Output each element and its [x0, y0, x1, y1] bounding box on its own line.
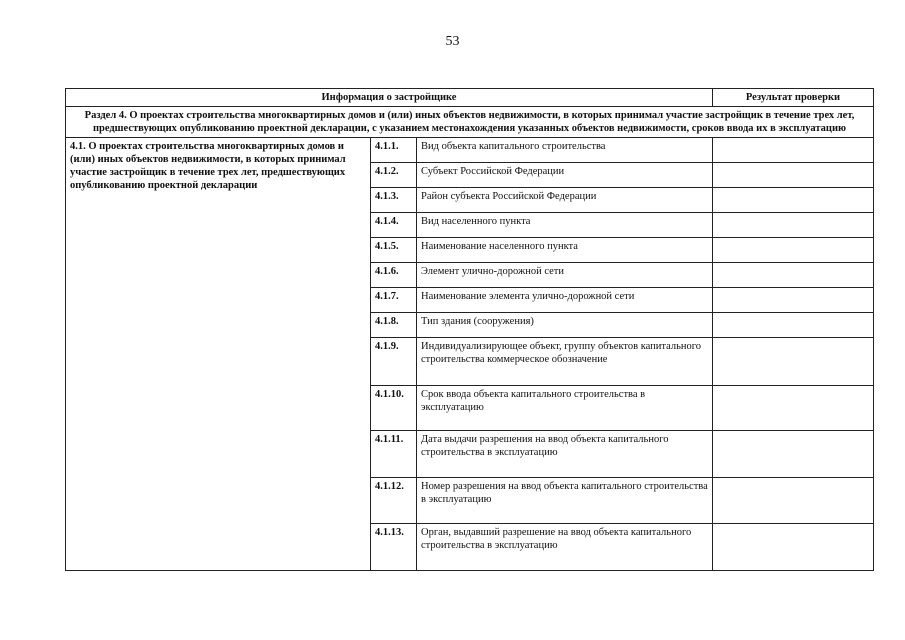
row-code: 4.1.6.: [371, 263, 417, 288]
result-cell: [713, 338, 874, 386]
result-cell: [713, 524, 874, 571]
section-title: Раздел 4. О проектах строительства многоквартирных домов и (или) иных объектов недвижимости, в которых принимал участие застройщик в течение трех лет, предшествующих опубликованию проектной декларации, с указанием местонахождения указанных объектов недвижимости, сроков ввода их в эксплуатацию: [66, 107, 874, 138]
row-code: 4.1.13.: [371, 524, 417, 571]
result-cell: [713, 288, 874, 313]
result-cell: [713, 263, 874, 288]
row-text: Индивидуализирующее объект, группу объектов капитального строительства коммерческое обозначение: [417, 338, 713, 386]
result-cell: [713, 478, 874, 524]
row-code: 4.1.3.: [371, 188, 417, 213]
developer-info-table: [65, 88, 874, 571]
row-code: 4.1.7.: [371, 288, 417, 313]
result-cell: [713, 188, 874, 213]
row-text: Номер разрешения на ввод объекта капитального строительства в эксплуатацию: [417, 478, 713, 524]
result-cell: [713, 313, 874, 338]
row-text: Срок ввода объекта капитального строительства в эксплуатацию: [417, 386, 713, 431]
row-text: Наименование населенного пункта: [417, 238, 713, 263]
row-code: 4.1.1.: [371, 138, 417, 163]
row-text: Район субъекта Российской Федерации: [417, 188, 713, 213]
row-code: 4.1.9.: [371, 338, 417, 386]
table-header-row: [66, 89, 874, 107]
row-code: 4.1.8.: [371, 313, 417, 338]
row-code: 4.1.10.: [371, 386, 417, 431]
row-code: 4.1.5.: [371, 238, 417, 263]
table-row: [66, 138, 874, 163]
row-text: Дата выдачи разрешения на ввод объекта капитального строительства в эксплуатацию: [417, 431, 713, 478]
info-header: Информация о застройщике: [66, 89, 713, 107]
row-text: Субъект Российской Федерации: [417, 163, 713, 188]
row-text: Орган, выдавший разрешение на ввод объекта капитального строительства в эксплуатацию: [417, 524, 713, 571]
result-header: Результат проверки: [713, 89, 874, 107]
section-row: [66, 107, 874, 138]
result-cell: [713, 213, 874, 238]
row-code: 4.1.4.: [371, 213, 417, 238]
result-cell: [713, 138, 874, 163]
row-text: Тип здания (сооружения): [417, 313, 713, 338]
row-text: Элемент улично-дорожной сети: [417, 263, 713, 288]
row-text: Вид объекта капитального строительства: [417, 138, 713, 163]
group-title: 4.1. О проектах строительства многоквартирных домов и (или) иных объектов недвижимости, в которых принимал участие застройщик в течение трех лет, предшествующих опубликованию проектной декларации: [66, 138, 371, 571]
result-cell: [713, 163, 874, 188]
result-cell: [713, 238, 874, 263]
row-code: 4.1.11.: [371, 431, 417, 478]
row-text: Наименование элемента улично-дорожной сети: [417, 288, 713, 313]
result-cell: [713, 386, 874, 431]
result-cell: [713, 431, 874, 478]
page-number: 53: [445, 34, 460, 49]
row-code: 4.1.12.: [371, 478, 417, 524]
row-code: 4.1.2.: [371, 163, 417, 188]
row-text: Вид населенного пункта: [417, 213, 713, 238]
